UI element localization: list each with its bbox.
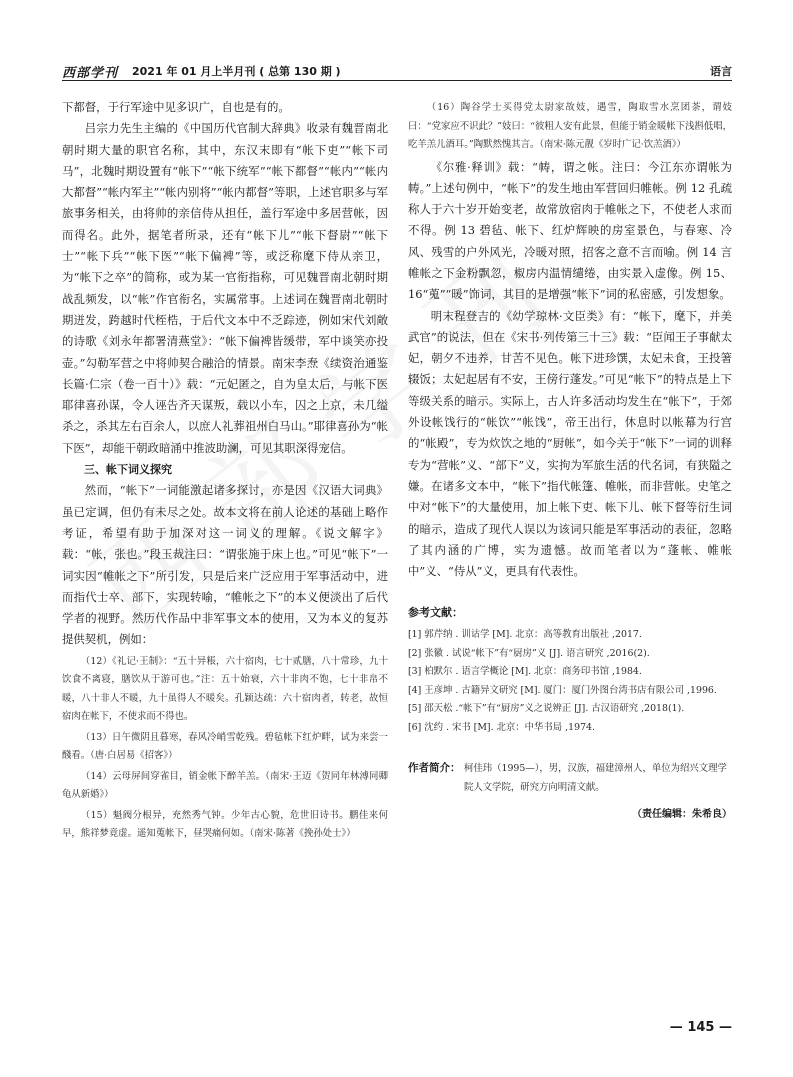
paragraph: 《尔雅·释训》载：“帱，谓之帐。注曰：今江东亦谓帐为帱。”上述句例中，“帐下”的发生地由军营回归帷帐。例 12 孔疏称人于六十岁开始变老，故常放宿肉于帷帐之下，不使老人求而不得。例 13 碧毡、帐下、红炉辉映的房室景色，与春寒、冷风、残雪的户外风光，冷暖对照，招客之意不言而喻。例 14 言帷帐之下金粉飘忽，椒房内温情缱绻，由实景入虚像。例 15、16“蒐”“暖”饰词，其目的是增强“帐下”词的私密感，引发想象。	[408, 159, 732, 302]
example-quote: （13）日午微阴且暮寒，春风冷峭雪乾残。碧毡帐下红炉畔，试为来尝一醆看。（唐·白居易《招客》）	[62, 731, 388, 762]
reference-item: [2] 张徽 . 试说“帐下”有“厨房”义 [J]. 语言研究 ,2016(2).	[408, 647, 650, 659]
reference-item: [6] 沈约 . 宋书 [M]. 北京：中华书局 ,1974.	[408, 721, 595, 733]
references-list	[408, 626, 732, 737]
example-quote: （16）陶谷学士买得党太尉家故妓，遇雪，陶取雪水烹团茶，谓妓曰：“党家应不识此？”妓曰：“彼粗人安有此景，但能于销金暖帐下浅斟低唱，吃羊羔儿酒耳。”陶默然愧其言。（南宋·陈元靓《岁时广记·饮羔酒》）	[408, 102, 732, 150]
left-column	[62, 97, 388, 846]
author-bio	[408, 759, 732, 797]
section-label: 语言	[710, 65, 732, 78]
reference-item: [4] 王彦坤 . 古籍异文研究 [M]. 厦门：厦门外图台湾书店有限公司 ,1996.	[408, 684, 717, 696]
example-quote: （14）云母屏间穿雀目，销金帐下醉羊羔。（南宋·王迈《贺同年林溥同卿龟从新婚》）	[62, 770, 388, 801]
reference-item: [5] 邵天松 .“帐下”有“厨房”义之说辨正 [J]. 古汉语研究 ,2018(1).	[408, 703, 685, 715]
example-quote: （15）魁阀分根异，充然秀气钟。少年古心貌，危世旧诗书。鹏佳来何早，熊祥梦竟虚。遥知蒐帐下，昼哭痛何如。（南宋·陈著《挽孙处士》）	[62, 809, 388, 840]
reference-item: [1] 郭芹纳 . 训诂学 [M]. 北京：高等教育出版社 ,2017.	[408, 629, 642, 641]
paragraph: 明末程登吉的《幼学琼林·文臣类》有：“帐下，麾下，并美武官”的说法，但在《宋书·列传第三十三》载：“臣闻王子事献太妃，朝夕不违养，甘苦不见色。帐下进珍馔，太妃未食，王投箸辍饭；太妃起居有不安，王傍行蓬发。”可见“帐下”的特点是上下等级关系的暗示。实际上，古人许多活动均发生在“帐下”，于郊外设帐饯行的“帐饮”“帐饯”，帝王出行，休息时以帐幕为行宫的“帐殿”，专为炊饮之地的“厨帐”，如今关于“帐下”一词的训释专为“营帐”义、“部下”义，实拘为军旅生活的代名词，有狭隘之嫌。在诸多文本中，“帐下”指代帐篷、帷帐，而非营帐。史笔之中对“帐下”的大量使用，加上帐下吏、帐下儿、帐下督等衍生词的暗示，造成了现代人误以为该词只能是军事活动的表征，忽略了其内涵的广博，实为遗憾。故而笔者以为“蓬帐、帷帐中”义、“侍从”义，更具有代表性。	[408, 308, 732, 579]
right-column	[408, 97, 732, 820]
page-number: — 145 —	[669, 1020, 732, 1035]
references-title: 参考文献：	[408, 606, 463, 620]
paragraph: 吕宗力先生主编的《中国历代官制大辞典》收录有魏晋南北朝时期大量的职官名称，其中，东汉末即有“帐下吏”“帐下司马”，北魏时期设置有“帐下”“帐下统军”“帐下都督”“帐内”“帐内大都督”“帐内军主”“帐内别将”“帐内都督”等职，上述官职多与军旅事务相关，由将帅的亲信侍从担任，盖行军途中多居营帐，因而得名。此外，据笔者所录，还有“帐下儿”“帐下督尉”“帐下士”“帐下兵”“帐下医”“帐下偏裨”等，或泛称麾下侍从亲卫，为“帐下之卒”的简称，或为某一官衔指称，可见魏晋南北朝时期战乱频发，以“帐”作官衔名，实属常事。上述词在魏晋南北朝时期迸发，跨越时代桎梏，于后代文本中不乏踪迹，例如宋代刘敞的诗歌《刘永年都署清燕堂》：“帐下偏裨皆缓带，军中谈笑亦投壶。”勾勒军营之中将帅契合融洽的情景。南宋李焘《续资治通鉴长篇·仁宗（卷一百十）》载：“元妃匿之，自为皇太后，与帐下医耶律喜孙谋，令人诬告齐天谋叛，载以小车，囚之上京，未几缢杀之，杀其左右百余人，以庶人礼葬祖州白马山。”耶律喜孙为“帐下医”，却能干朝政暗涌中推波助澜，可见其职深得宠信。	[62, 121, 388, 455]
page-header	[62, 60, 732, 82]
issue-info: 2021 年 01 月上半月刊 ( 总第 130 期 )	[132, 65, 341, 78]
author-text: 柯佳玮（1995—），男，汉族，福建漳州人，单位为绍兴文理学院人文学院，研究方向明清文献。	[464, 763, 727, 794]
reference-item: [3] 柏默尔 . 语言学概论 [M]. 北京：商务印书馆 ,1984.	[408, 666, 642, 678]
author-label: 作者简介：	[408, 762, 461, 775]
header-rule	[62, 80, 732, 81]
paragraph: 然而，“帐下”一词能激起诸多探讨，亦是因《汉语大词典》虽已定调，但仍有未尽之处。故本文将在前人论述的基础上略作考证，希望有助于加深对这一词义的理解。《说文解字》载：“帐，张也。”段玉裁注曰：“谓张施于床上也。”可见“帐下”一词实因“帷帐之下”所引发，只是后来广泛应用于军事活动中，进而指代士卒、部下，实现转喻，“帷帐之下”的本义便淡出了后代学者的视野。然历代作品中非军事文本的使用，又为本义的复苏提供契机，例如：	[62, 483, 388, 647]
example-quote: （12）《礼记·王制》：“五十异粻，六十宿肉，七十贰膳，八十常珍，九十饮食不离寝，膳饮从于游可也。”注：五十始衰，六十非肉不饱，七十非帛不暖，八十非人不暖，九十虽得人不暖矣。孔颖达疏：六十宿肉者，转老，故恒宿肉在帐下，不使求而不得也。	[62, 655, 388, 723]
journal-logo: 西部学刊	[62, 66, 119, 81]
editor-credit: （责任编辑：朱希良）	[632, 809, 732, 821]
paragraph: 下都督，于行军途中见多识广，自也是有的。	[62, 100, 290, 114]
section-heading: 三、帐下词义探究	[84, 463, 172, 477]
